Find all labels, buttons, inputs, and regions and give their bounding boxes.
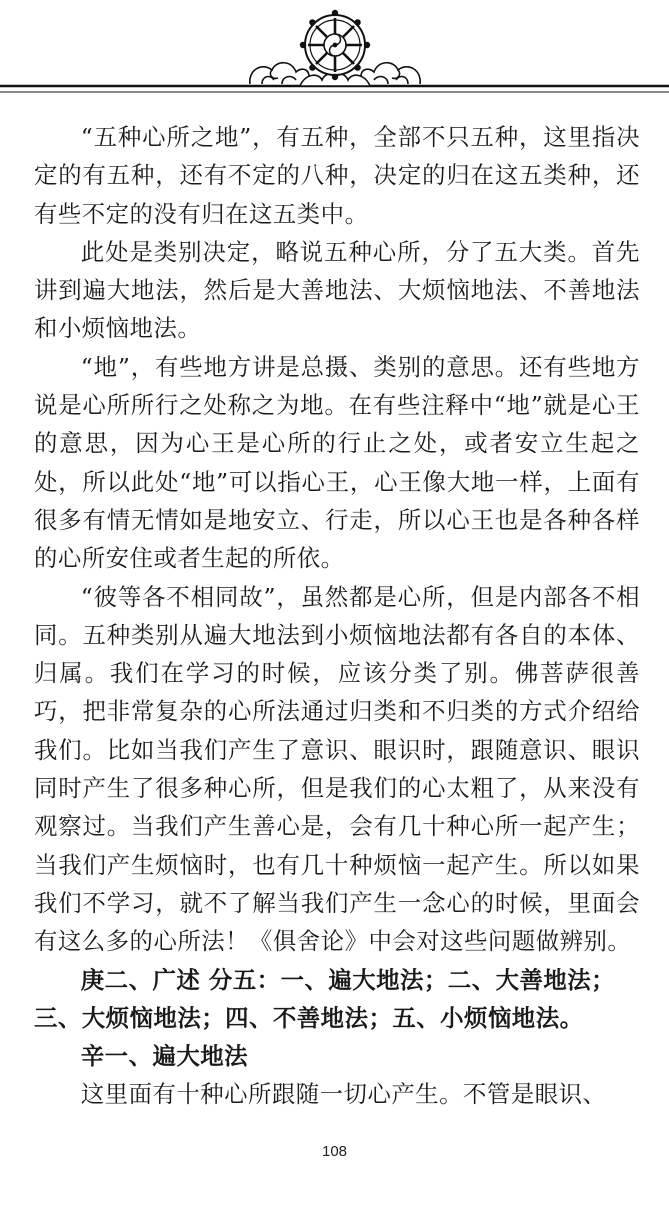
paragraph: 此处是类别决定，略说五种心所，分了五大类。首先讲到遍大地法，然后是大善地法、大烦恼地法、不善地法和小烦恼地法。 bbox=[34, 237, 640, 343]
paragraph: “五种心所之地”，有五种，全部不只五种，这里指决定的有五种，还有不定的八种，决定的归在这五类种，还有些不定的没有归在这五类中。 bbox=[34, 123, 640, 228]
page-header-ornament bbox=[0, 0, 669, 100]
section-heading: 庚二、广述 分五：一、遍大地法；二、大善地法；三、大烦恼地法；四、不善地法；五、小烦恼地法。 bbox=[34, 965, 616, 1032]
paragraph: “地”，有些地方讲是总摄、类别的意思。还有些地方说是心所所行之处称之为地。在有些注释中“地”就是心王的意思，因为心王是心所的行止之处，或者安立生起之处，所以此处“地”可以指心王，心王像大地一样，上面有很多有情无情如是地安立、行走，所以心王也是各种各样的心所安住或者生起的所依。 bbox=[34, 352, 640, 573]
page-number: 108 bbox=[321, 1143, 348, 1160]
dharma-wheel-banner-icon bbox=[0, 0, 669, 100]
page-body bbox=[34, 118, 640, 1114]
subsection-heading: 辛一、遍大地法 bbox=[80, 1042, 249, 1071]
paragraph: 这里面有十种心所跟随一切心产生。不管是眼识、 bbox=[80, 1080, 607, 1109]
paragraph: “彼等各不相同故”，虽然都是心所，但是内部各不相同。五种类别从遍大地法到小烦恼地法都有各自的本体、归属。我们在学习的时候，应该分类了别。佛菩萨很善巧，把非常复杂的心所法通过归类和不归类的方式介绍给我们。比如当我们产生了意识、眼识时，跟随意识、眼识同时产生了很多种心所，但是我们的心太粗了，从来没有观察过。当我们产生善心是，会有几十种心所一起产生；当我们产生烦恼时，也有几十种烦恼一起产生。所以如果我们不学习，就不了解当我们产生一念心的时候，里面会有这么多的心所法！《俱舍论》中会对这些问题做辨别。 bbox=[34, 582, 640, 956]
